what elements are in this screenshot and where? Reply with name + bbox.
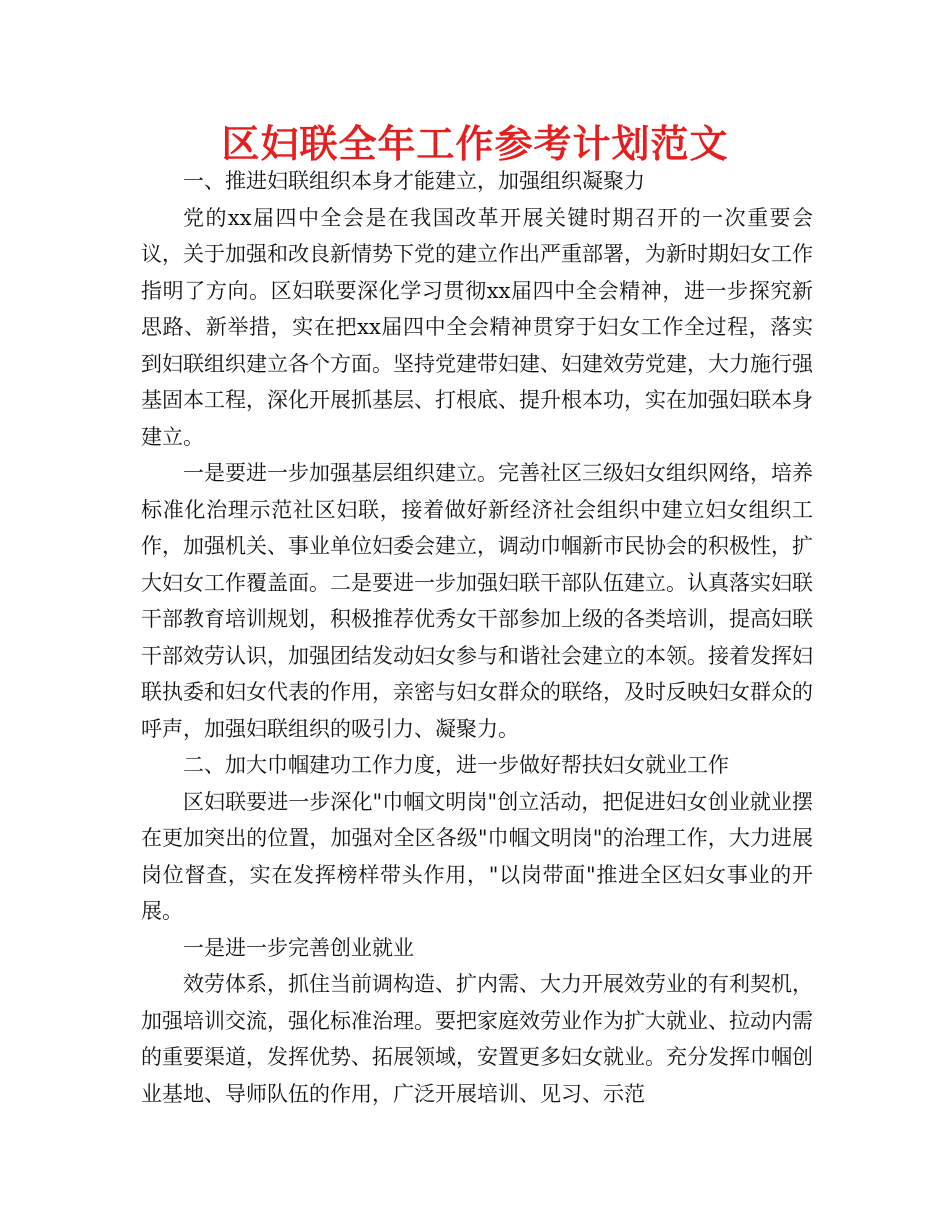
paragraph: 党的xx届四中全会是在我国改革开展关键时期召开的一次重要会议，关于加强和改良新情势下党的建立作出严重部署，为新时期妇女工作指明了方向。区妇联要深化学习贯彻xx届四中全会精神，进一步探究新思路、新举措，实在把xx届四中全会精神贯穿于妇女工作全过程，落实到妇联组织建立各个方面。坚持党建带妇建、妇建效劳党建，大力施行强基固本工程，深化开展抓基层、打根底、提升根本功，实在加强妇联本身建立。 (141, 205, 813, 449)
section-heading-2: 二、加大巾帼建功工作力度，进一步做好帮扶妇女就业工作 (183, 753, 729, 777)
document-body (141, 163, 813, 1112)
paragraph: 效劳体系，抓住当前调构造、扩内需、大力开展效劳业的有利契机，加强培训交流，强化标准治理。要把家庭效劳业作为扩大就业、拉动内需的重要渠道，发挥优势、拓展领域，安置更多妇女就业。充分发挥巾帼创业基地、导师队伍的作用，广泛开展培训、见习、示范 (141, 972, 813, 1106)
paragraph: 一是要进一步加强基层组织建立。完善社区三级妇女组织网络，培养标准化治理示范社区妇联，接着做好新经济社会组织中建立妇女组织工作，加强机关、事业单位妇委会建立，调动巾帼新市民协会的积极性，扩大妇女工作覆盖面。二是要进一步加强妇联干部队伍建立。认真落实妇联干部教育培训规划，积极推荐优秀女干部参加上级的各类培训，提高妇联干部效劳认识，加强团结发动妇女参与和谐社会建立的本领。接着发挥妇联执委和妇女代表的作用，亲密与妇女群众的联络，及时反映妇女群众的呼声，加强妇联组织的吸引力、凝聚力。 (141, 461, 813, 741)
paragraph: 区妇联要进一步深化"巾帼文明岗"创立活动，把促进妇女创业就业摆在更加突出的位置，加强对全区各级"巾帼文明岗"的治理工作，大力进展岗位督查，实在发挥榜样带头作用，"以岗带面"推进全区妇女事业的开展。 (141, 789, 813, 923)
paragraph: 一是进一步完善创业就业 (183, 935, 414, 960)
document-title: 区妇联全年工作参考计划范文 (221, 122, 729, 166)
section-heading-1: 一、推进妇联组织本身才能建立，加强组织凝聚力 (183, 169, 645, 193)
